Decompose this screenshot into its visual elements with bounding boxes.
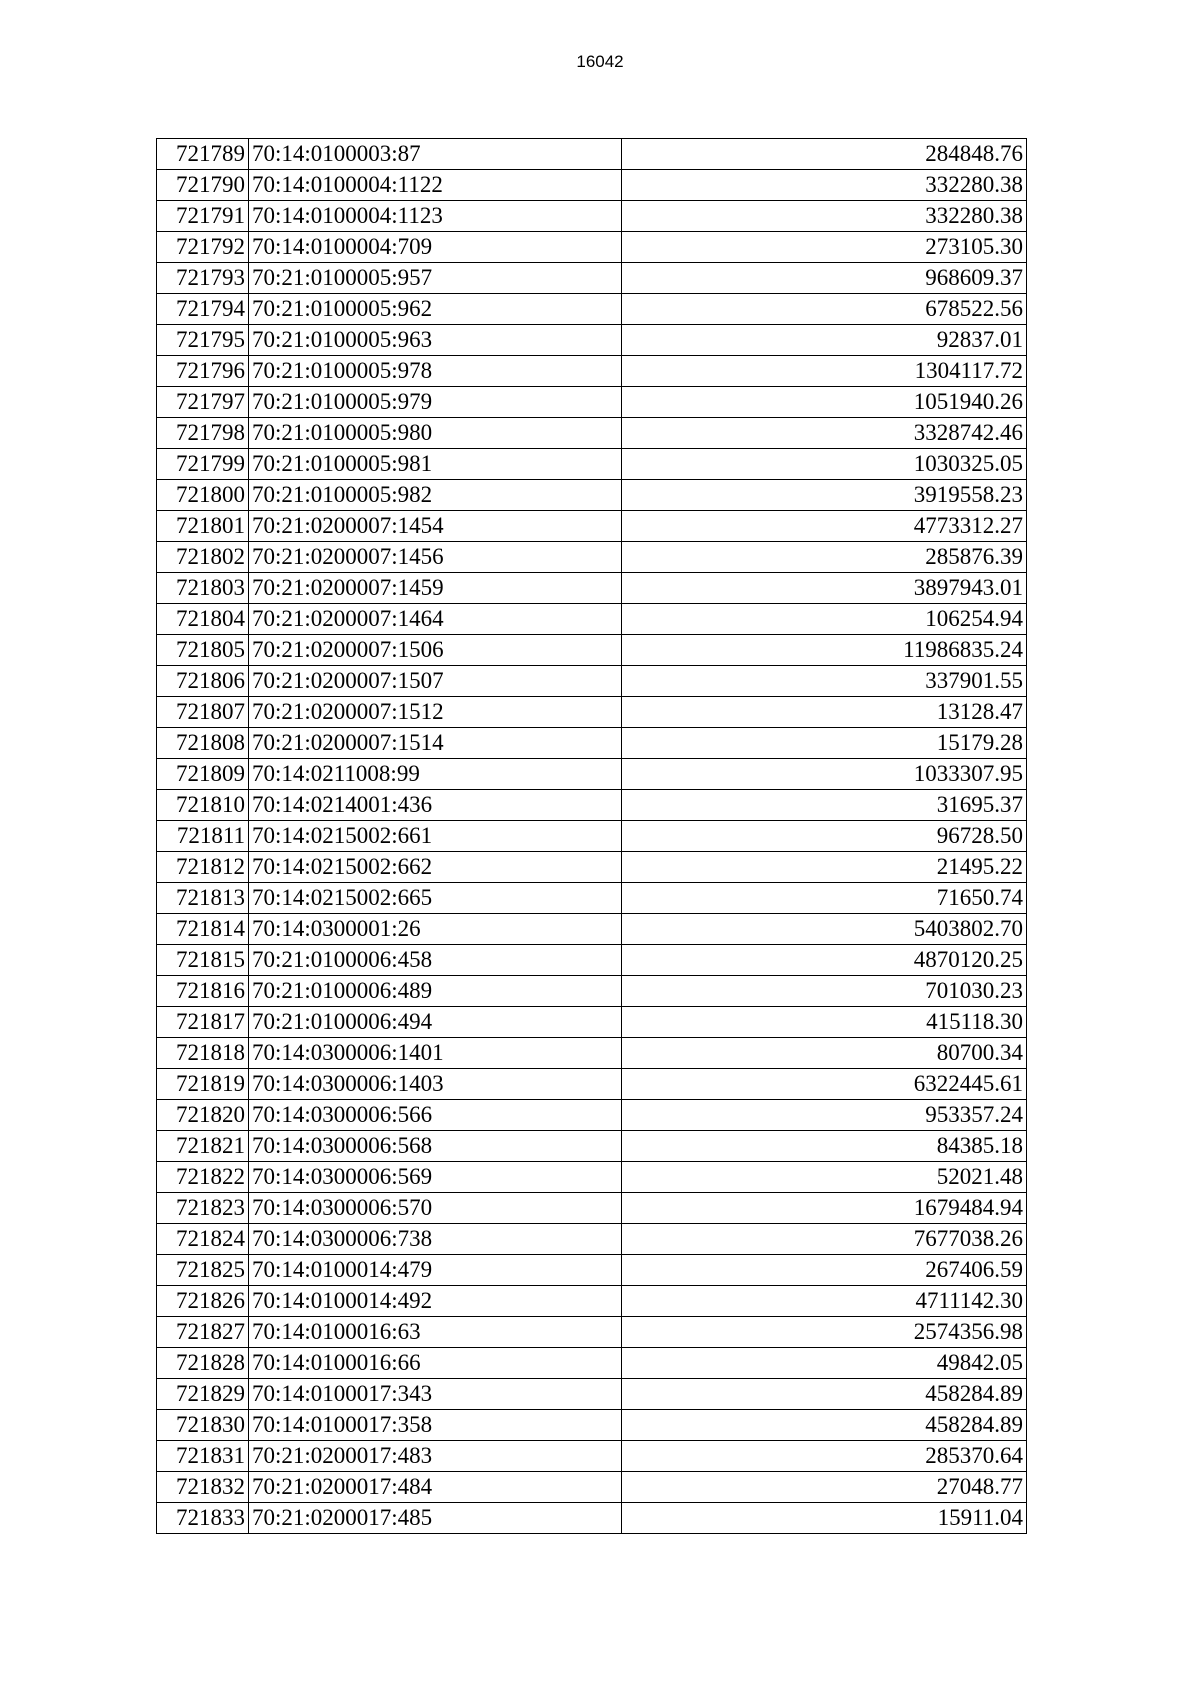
row-number-cell: 721792 <box>157 232 249 263</box>
value-cell: 458284.89 <box>622 1379 1027 1410</box>
row-number-cell: 721806 <box>157 666 249 697</box>
table-row <box>157 1069 1027 1100</box>
cadastral-number-cell: 70:14:0100014:479 <box>249 1255 622 1286</box>
cadastral-number-cell: 70:14:0100004:1122 <box>249 170 622 201</box>
cadastral-number-cell: 70:14:0100003:87 <box>249 139 622 170</box>
table-row <box>157 325 1027 356</box>
value-cell: 415118.30 <box>622 1007 1027 1038</box>
row-number-cell: 721819 <box>157 1069 249 1100</box>
table-row <box>157 666 1027 697</box>
value-cell: 5403802.70 <box>622 914 1027 945</box>
cadastral-number-cell: 70:21:0200017:484 <box>249 1472 622 1503</box>
cadastral-number-cell: 70:14:0215002:665 <box>249 883 622 914</box>
table-row <box>157 821 1027 852</box>
table-row <box>157 511 1027 542</box>
row-number-cell: 721797 <box>157 387 249 418</box>
row-number-cell: 721822 <box>157 1162 249 1193</box>
row-number-cell: 721830 <box>157 1410 249 1441</box>
row-number-cell: 721803 <box>157 573 249 604</box>
table-row <box>157 1162 1027 1193</box>
cadastral-number-cell: 70:21:0200007:1456 <box>249 542 622 573</box>
cadastral-number-cell: 70:21:0100005:963 <box>249 325 622 356</box>
table-row <box>157 573 1027 604</box>
value-cell: 71650.74 <box>622 883 1027 914</box>
cadastral-number-cell: 70:14:0300006:570 <box>249 1193 622 1224</box>
row-number-cell: 721802 <box>157 542 249 573</box>
row-number-cell: 721808 <box>157 728 249 759</box>
table-row <box>157 759 1027 790</box>
table-row <box>157 1038 1027 1069</box>
table-row <box>157 635 1027 666</box>
value-cell: 11986835.24 <box>622 635 1027 666</box>
row-number-cell: 721809 <box>157 759 249 790</box>
value-cell: 285876.39 <box>622 542 1027 573</box>
value-cell: 4711142.30 <box>622 1286 1027 1317</box>
cadastral-number-cell: 70:21:0100006:489 <box>249 976 622 1007</box>
value-cell: 678522.56 <box>622 294 1027 325</box>
value-cell: 337901.55 <box>622 666 1027 697</box>
cadastral-number-cell: 70:21:0200017:485 <box>249 1503 622 1534</box>
row-number-cell: 721800 <box>157 480 249 511</box>
table-row <box>157 418 1027 449</box>
row-number-cell: 721815 <box>157 945 249 976</box>
table-row <box>157 914 1027 945</box>
row-number-cell: 721789 <box>157 139 249 170</box>
cadastral-number-cell: 70:14:0100004:1123 <box>249 201 622 232</box>
row-number-cell: 721814 <box>157 914 249 945</box>
value-cell: 52021.48 <box>622 1162 1027 1193</box>
row-number-cell: 721801 <box>157 511 249 542</box>
value-cell: 1030325.05 <box>622 449 1027 480</box>
cadastral-number-cell: 70:21:0100005:981 <box>249 449 622 480</box>
table-row <box>157 356 1027 387</box>
row-number-cell: 721828 <box>157 1348 249 1379</box>
cadastral-number-cell: 70:14:0300006:1403 <box>249 1069 622 1100</box>
value-cell: 15911.04 <box>622 1503 1027 1534</box>
row-number-cell: 721831 <box>157 1441 249 1472</box>
cadastral-number-cell: 70:21:0200007:1459 <box>249 573 622 604</box>
table-row <box>157 945 1027 976</box>
cadastral-number-cell: 70:21:0200007:1512 <box>249 697 622 728</box>
row-number-cell: 721824 <box>157 1224 249 1255</box>
value-cell: 285370.64 <box>622 1441 1027 1472</box>
cadastral-number-cell: 70:21:0200007:1507 <box>249 666 622 697</box>
row-number-cell: 721823 <box>157 1193 249 1224</box>
value-cell: 968609.37 <box>622 263 1027 294</box>
value-cell: 15179.28 <box>622 728 1027 759</box>
row-number-cell: 721796 <box>157 356 249 387</box>
table-body <box>157 139 1027 1534</box>
row-number-cell: 721810 <box>157 790 249 821</box>
cadastral-number-cell: 70:21:0100005:978 <box>249 356 622 387</box>
row-number-cell: 721827 <box>157 1317 249 1348</box>
cadastral-number-cell: 70:21:0100005:962 <box>249 294 622 325</box>
cadastral-number-cell: 70:14:0100016:63 <box>249 1317 622 1348</box>
table-row <box>157 1410 1027 1441</box>
row-number-cell: 721816 <box>157 976 249 1007</box>
table-row <box>157 139 1027 170</box>
cadastral-number-cell: 70:14:0300006:566 <box>249 1100 622 1131</box>
cadastral-number-cell: 70:21:0200007:1514 <box>249 728 622 759</box>
value-cell: 80700.34 <box>622 1038 1027 1069</box>
table-row <box>157 201 1027 232</box>
cadastral-number-cell: 70:21:0100006:494 <box>249 1007 622 1038</box>
cadastral-number-cell: 70:14:0100017:343 <box>249 1379 622 1410</box>
table-row <box>157 1100 1027 1131</box>
table-row <box>157 449 1027 480</box>
cadastral-number-cell: 70:14:0100016:66 <box>249 1348 622 1379</box>
cadastral-number-cell: 70:14:0214001:436 <box>249 790 622 821</box>
value-cell: 1304117.72 <box>622 356 1027 387</box>
table-row <box>157 1441 1027 1472</box>
value-cell: 49842.05 <box>622 1348 1027 1379</box>
row-number-cell: 721829 <box>157 1379 249 1410</box>
value-cell: 27048.77 <box>622 1472 1027 1503</box>
table-row <box>157 1193 1027 1224</box>
table-row <box>157 604 1027 635</box>
value-cell: 332280.38 <box>622 170 1027 201</box>
cadastral-number-cell: 70:14:0300006:568 <box>249 1131 622 1162</box>
row-number-cell: 721820 <box>157 1100 249 1131</box>
value-cell: 458284.89 <box>622 1410 1027 1441</box>
row-number-cell: 721798 <box>157 418 249 449</box>
cadastral-number-cell: 70:14:0300006:569 <box>249 1162 622 1193</box>
value-cell: 4773312.27 <box>622 511 1027 542</box>
value-cell: 31695.37 <box>622 790 1027 821</box>
cadastral-number-cell: 70:14:0300001:26 <box>249 914 622 945</box>
cadastral-number-cell: 70:21:0100005:957 <box>249 263 622 294</box>
table-row <box>157 232 1027 263</box>
table-row <box>157 697 1027 728</box>
table-row <box>157 1503 1027 1534</box>
table-row <box>157 1255 1027 1286</box>
cadastral-number-cell: 70:21:0100005:982 <box>249 480 622 511</box>
table-row <box>157 387 1027 418</box>
value-cell: 1033307.95 <box>622 759 1027 790</box>
table-row <box>157 294 1027 325</box>
row-number-cell: 721790 <box>157 170 249 201</box>
row-number-cell: 721825 <box>157 1255 249 1286</box>
table-row <box>157 976 1027 1007</box>
value-cell: 2574356.98 <box>622 1317 1027 1348</box>
value-cell: 1051940.26 <box>622 387 1027 418</box>
row-number-cell: 721794 <box>157 294 249 325</box>
table-row <box>157 263 1027 294</box>
row-number-cell: 721791 <box>157 201 249 232</box>
table-row <box>157 170 1027 201</box>
row-number-cell: 721832 <box>157 1472 249 1503</box>
value-cell: 7677038.26 <box>622 1224 1027 1255</box>
value-cell: 3897943.01 <box>622 573 1027 604</box>
cadastral-number-cell: 70:21:0200007:1454 <box>249 511 622 542</box>
value-cell: 284848.76 <box>622 139 1027 170</box>
row-number-cell: 721795 <box>157 325 249 356</box>
row-number-cell: 721812 <box>157 852 249 883</box>
value-cell: 21495.22 <box>622 852 1027 883</box>
cadastral-number-cell: 70:14:0215002:661 <box>249 821 622 852</box>
value-cell: 106254.94 <box>622 604 1027 635</box>
cadastral-number-cell: 70:14:0100004:709 <box>249 232 622 263</box>
table-row <box>157 852 1027 883</box>
row-number-cell: 721805 <box>157 635 249 666</box>
value-cell: 4870120.25 <box>622 945 1027 976</box>
table-row <box>157 1286 1027 1317</box>
cadastral-number-cell: 70:14:0300006:738 <box>249 1224 622 1255</box>
page-number: 16042 <box>576 52 624 71</box>
value-cell: 273105.30 <box>622 232 1027 263</box>
row-number-cell: 721817 <box>157 1007 249 1038</box>
value-cell: 267406.59 <box>622 1255 1027 1286</box>
cadastral-number-cell: 70:21:0100006:458 <box>249 945 622 976</box>
row-number-cell: 721807 <box>157 697 249 728</box>
row-number-cell: 721818 <box>157 1038 249 1069</box>
value-cell: 96728.50 <box>622 821 1027 852</box>
row-number-cell: 721799 <box>157 449 249 480</box>
cadastral-number-cell: 70:21:0100005:979 <box>249 387 622 418</box>
value-cell: 6322445.61 <box>622 1069 1027 1100</box>
table-row <box>157 1379 1027 1410</box>
table-row <box>157 1131 1027 1162</box>
cadastral-number-cell: 70:21:0200017:483 <box>249 1441 622 1472</box>
row-number-cell: 721826 <box>157 1286 249 1317</box>
row-number-cell: 721813 <box>157 883 249 914</box>
cadastral-number-cell: 70:21:0100005:980 <box>249 418 622 449</box>
value-cell: 3919558.23 <box>622 480 1027 511</box>
value-cell: 3328742.46 <box>622 418 1027 449</box>
value-cell: 701030.23 <box>622 976 1027 1007</box>
table-row <box>157 790 1027 821</box>
row-number-cell: 721804 <box>157 604 249 635</box>
value-cell: 332280.38 <box>622 201 1027 232</box>
row-number-cell: 721821 <box>157 1131 249 1162</box>
cadastral-number-cell: 70:14:0215002:662 <box>249 852 622 883</box>
row-number-cell: 721793 <box>157 263 249 294</box>
table-row <box>157 480 1027 511</box>
table-row <box>157 1007 1027 1038</box>
value-cell: 953357.24 <box>622 1100 1027 1131</box>
value-cell: 84385.18 <box>622 1131 1027 1162</box>
cadastral-value-table <box>156 138 1027 1534</box>
cadastral-number-cell: 70:21:0200007:1506 <box>249 635 622 666</box>
table-row <box>157 1472 1027 1503</box>
cadastral-number-cell: 70:21:0200007:1464 <box>249 604 622 635</box>
cadastral-number-cell: 70:14:0100017:358 <box>249 1410 622 1441</box>
cadastral-number-cell: 70:14:0100014:492 <box>249 1286 622 1317</box>
table-row <box>157 1348 1027 1379</box>
row-number-cell: 721833 <box>157 1503 249 1534</box>
value-cell: 1679484.94 <box>622 1193 1027 1224</box>
cadastral-number-cell: 70:14:0211008:99 <box>249 759 622 790</box>
value-cell: 13128.47 <box>622 697 1027 728</box>
cadastral-number-cell: 70:14:0300006:1401 <box>249 1038 622 1069</box>
table-row <box>157 883 1027 914</box>
value-cell: 92837.01 <box>622 325 1027 356</box>
table-row <box>157 1224 1027 1255</box>
table-row <box>157 1317 1027 1348</box>
row-number-cell: 721811 <box>157 821 249 852</box>
table-row <box>157 542 1027 573</box>
table-row <box>157 728 1027 759</box>
